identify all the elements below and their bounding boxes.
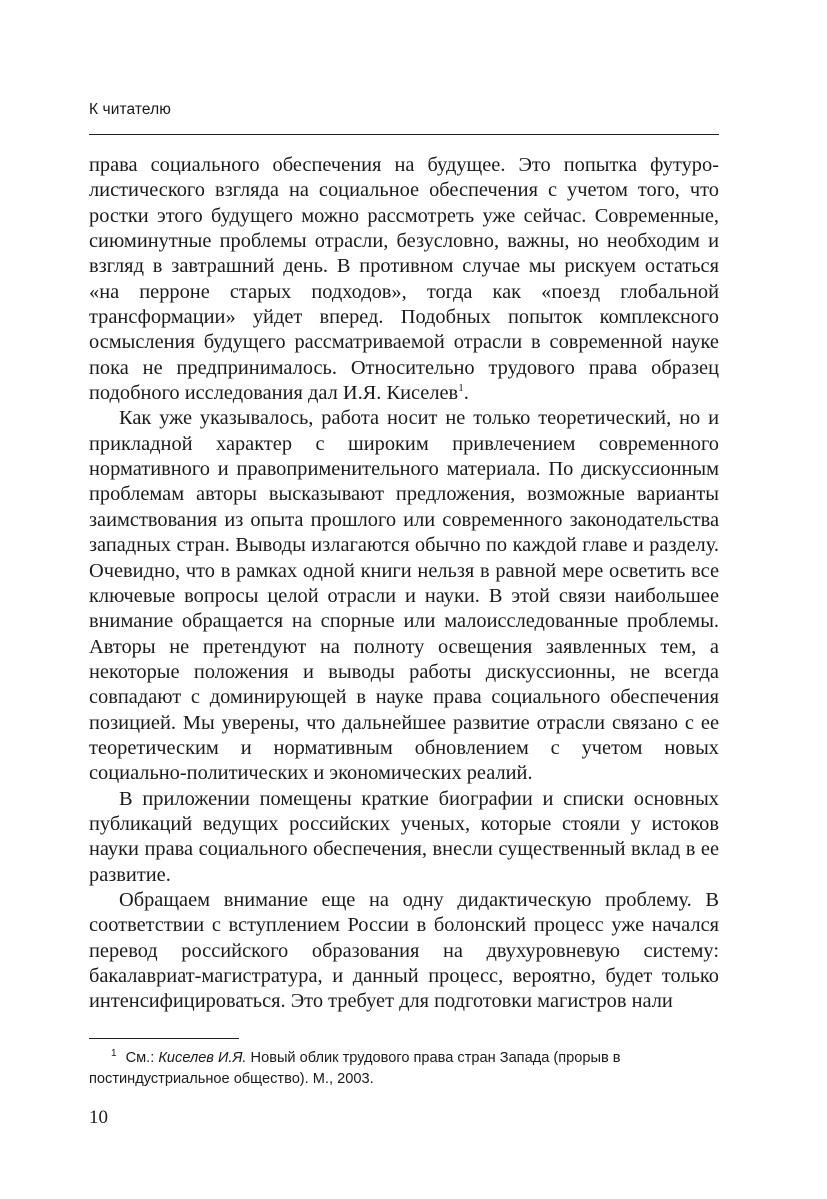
footnote-divider	[89, 1038, 239, 1039]
main-text	[89, 153, 719, 1015]
footnote	[89, 1048, 719, 1090]
paragraph-2: Как уже указывалось, работа носит не только теоретический, но и прикладной характер с широким привлечением современного нормативного и правоприменительного материала. По дискуссионным проблемам авторы высказывают предложения, возможные варианты заимствования из опыта прошлого или современного законодательства западных стран. Выводы излагаются обычно по каждой главе и разделу. Очевидно, что в рамках одной книги нельзя в равной мере осветить все ключевые вопросы целой отрасли и науки. В этой связи наибольшее внимание обращается на спорные или малоисследованные проблемы. Авторы не претендуют на полноту освещения заявленных тем, а некоторые положения и выводы работы дискуссионны, не всегда совпадают с доминирующей в науке права социального обеспечения позицией. Мы уверены, что дальнейшее развитие отрасли связано с ее теоретическим и нормативным обновлением с учетом новых социально-политических и экономических реалий.	[89, 407, 719, 785]
footnote-author: Киселев И.Я.	[158, 1050, 247, 1066]
paragraph-4: Обращаем внимание еще на одну дидактическую проблему. В соответствии с вступлением России в болонский процесс уже начался перевод российского образования на двухуровневую систему: бакалавриат-магистратура, и данный процесс, вероятно, будет только интенсифицироваться. Это требует для подготовки магистров нали	[89, 888, 719, 1013]
footnote-reference[interactable]: 1	[458, 382, 464, 395]
paragraph-1-end: .	[463, 382, 469, 405]
paragraph-3: В приложении помещены краткие биографии и списки основных публикаций ведущих российских ученых, которые стояли у истоков науки права социального обеспечения, внесли существенный вклад в ее развитие.	[89, 787, 719, 886]
running-title: К читателю	[89, 101, 171, 118]
paragraph-1-text: права социального обеспечения на будущее. Это попытка футуролистического взгляда на социальное обеспечения с учетом того, что ростки этого будущего можно рассмотреть уже сейчас. Современные, сиюминутные проблемы отрасли, безусловно, важны, но необходим и взгляд в завтрашний день. В противном случае мы рискуем остаться «на перроне старых подходов», тогда как «поезд глобальной трансформации» уйдет вперед. Подобных попыток комплексного осмысления будущего рассматриваемой отрасли в современной науке пока не предпринималось. Относительно трудового права образец подобного исследования дал И.Я. Киселев	[89, 154, 719, 405]
footnote-mark: 1	[111, 1048, 117, 1060]
page-number: 10	[89, 1107, 108, 1128]
footnote-text: Новый облик трудового права стран Запада (прорыв в постиндустриальное общество). М., 2003.	[89, 1050, 621, 1087]
paragraph-1	[89, 153, 719, 406]
header-divider	[89, 134, 719, 135]
footnote-prefix: См.:	[125, 1050, 159, 1066]
